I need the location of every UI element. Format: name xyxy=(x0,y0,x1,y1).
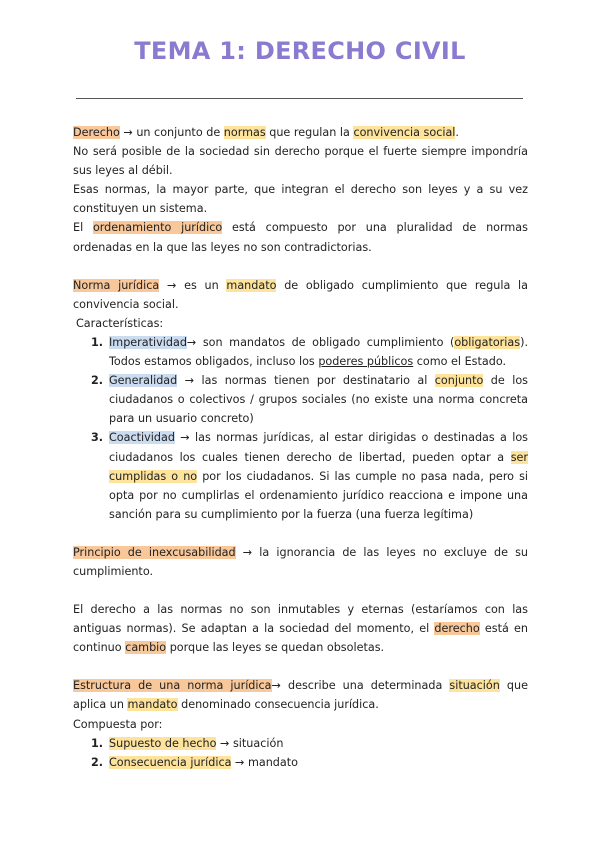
highlight-derecho-2: derecho xyxy=(434,622,480,636)
text-span: ). Todos estamos obligados, incluso los xyxy=(109,335,528,369)
highlight-conjunto: conjunto xyxy=(434,374,484,388)
arrow-icon: → xyxy=(123,126,133,139)
text-span: está en continuo xyxy=(73,622,528,655)
highlight-derecho: Derecho xyxy=(73,126,120,139)
list-item xyxy=(91,428,529,523)
text-span: es un xyxy=(176,278,227,292)
list-item xyxy=(91,753,528,772)
highlight-norma-juridica: Norma jurídica xyxy=(73,278,160,292)
text-span: la ignorancia de las leyes no excluye de su cumplimiento. xyxy=(73,545,529,578)
highlight-coactividad: Coactividad xyxy=(109,431,175,445)
paragraph-derecho-cambio xyxy=(73,600,528,657)
text-span: que aplica un xyxy=(73,679,528,712)
paragraph-normas-leyes: Esas normas, la mayor parte, que integran el derecho son leyes y a su vez constituyen un sistema. xyxy=(73,183,528,216)
highlight-ser-cumplidas: ser cumplidas o no xyxy=(109,450,528,483)
compuesta-label: Compuesta por: xyxy=(73,717,163,731)
text-span: por los ciudadanos. Si las cumple no pasa nada, pero si opta por no cumplirlas el ordenamiento jurídico reacciona e impone una sanción para su cumplimiento por la fuerza (una fuerza legítima) xyxy=(109,469,529,521)
text-span: está compuesto por una pluralidad de normas ordenadas en la que las leyes no son contradictorias. xyxy=(73,221,528,254)
paragraph-norma-juridica xyxy=(73,276,528,314)
highlight-normas: normas xyxy=(223,126,266,139)
highlight-supuesto-hecho: Supuesto de hecho xyxy=(109,736,217,750)
spacer xyxy=(73,524,528,543)
text-span: las normas jurídicas, al estar dirigidas o destinadas a los ciudadanos los cuales tienen derecho de libertad, pueden optar a xyxy=(109,431,529,464)
spacer xyxy=(73,581,528,600)
list-item xyxy=(91,734,528,753)
text-span: un conjunto de xyxy=(132,126,224,139)
arrow-icon: → xyxy=(220,736,230,750)
highlight-generalidad: Generalidad xyxy=(109,374,178,388)
text-span: de los ciudadanos o colectivos / grupos sociales (no existe una norma concreta para un usuario concreto) xyxy=(109,374,528,426)
spacer xyxy=(73,657,528,676)
list-item xyxy=(91,333,528,371)
highlight-ordenamiento-juridico: ordenamiento jurídico xyxy=(92,221,223,235)
paragraph-sociedad: No será posible de la sociedad sin derecho porque el fuerte siempre impondría sus leyes al débil. xyxy=(73,145,528,178)
underline-poderes-publicos: poderes públicos xyxy=(318,355,414,369)
text-span: denominado consecuencia jurídica. xyxy=(177,698,379,712)
list-number: 3. xyxy=(91,431,104,445)
arrow-icon: → xyxy=(166,278,177,292)
highlight-convivencia-social: convivencia social xyxy=(353,126,456,139)
document-body xyxy=(73,123,528,772)
list-number: 1. xyxy=(91,335,104,349)
arrow-icon: → xyxy=(271,679,281,693)
paragraph-estructura xyxy=(73,676,528,714)
highlight-situacion: situación xyxy=(449,679,500,693)
title-divider xyxy=(76,98,523,99)
highlight-cambio: cambio xyxy=(125,641,167,655)
structure-list xyxy=(73,734,528,772)
text-span: describe una determinada xyxy=(280,679,450,693)
text-span: las normas tienen por destinatario al xyxy=(194,374,435,388)
text-span: mandato xyxy=(244,755,298,769)
text-span: El xyxy=(73,221,93,235)
text-span: que regulan la xyxy=(265,126,354,139)
highlight-mandato-2: mandato xyxy=(127,698,178,712)
list-number: 2. xyxy=(91,374,104,388)
arrow-icon: → xyxy=(184,374,195,388)
text-span: El derecho a las normas no son inmutables y eternas (estaríamos con las antiguas normas). Se adaptan a la sociedad del momento, el xyxy=(73,603,528,636)
text-span: . xyxy=(455,126,459,139)
list-number: 2. xyxy=(91,755,104,769)
highlight-principio-inexcusabilidad: Principio de inexcusabilidad xyxy=(73,545,236,559)
arrow-icon: → xyxy=(186,335,197,349)
characteristics-list xyxy=(73,333,528,524)
caracteristicas-label: Características: xyxy=(76,316,164,330)
arrow-icon: → xyxy=(235,755,245,769)
highlight-obligatorias: obligatorias xyxy=(454,335,521,349)
text-span: situación xyxy=(229,736,284,750)
text-span: porque las leyes se quedan obsoletas. xyxy=(166,641,385,655)
spacer xyxy=(73,257,528,276)
list-number: 1. xyxy=(91,736,104,750)
highlight-consecuencia-juridica: Consecuencia jurídica xyxy=(109,755,232,769)
page-title: TEMA 1: DERECHO CIVIL xyxy=(134,37,466,65)
paragraph-inexcusabilidad xyxy=(73,543,528,581)
paragraph-ordenamiento xyxy=(73,218,528,256)
list-item xyxy=(91,371,528,428)
highlight-mandato: mandato xyxy=(226,278,277,292)
arrow-icon: → xyxy=(242,545,253,559)
highlight-estructura-norma: Estructura de una norma jurídica xyxy=(73,679,272,693)
text-span: como el Estado. xyxy=(413,355,507,369)
paragraph-derecho xyxy=(73,123,528,142)
text-span: son mandatos de obligado cumplimiento ( xyxy=(196,335,455,349)
arrow-icon: → xyxy=(180,431,190,445)
text-span: de obligado cumplimiento que regula la convivencia social. xyxy=(73,278,528,311)
highlight-imperatividad: Imperatividad xyxy=(109,335,187,349)
